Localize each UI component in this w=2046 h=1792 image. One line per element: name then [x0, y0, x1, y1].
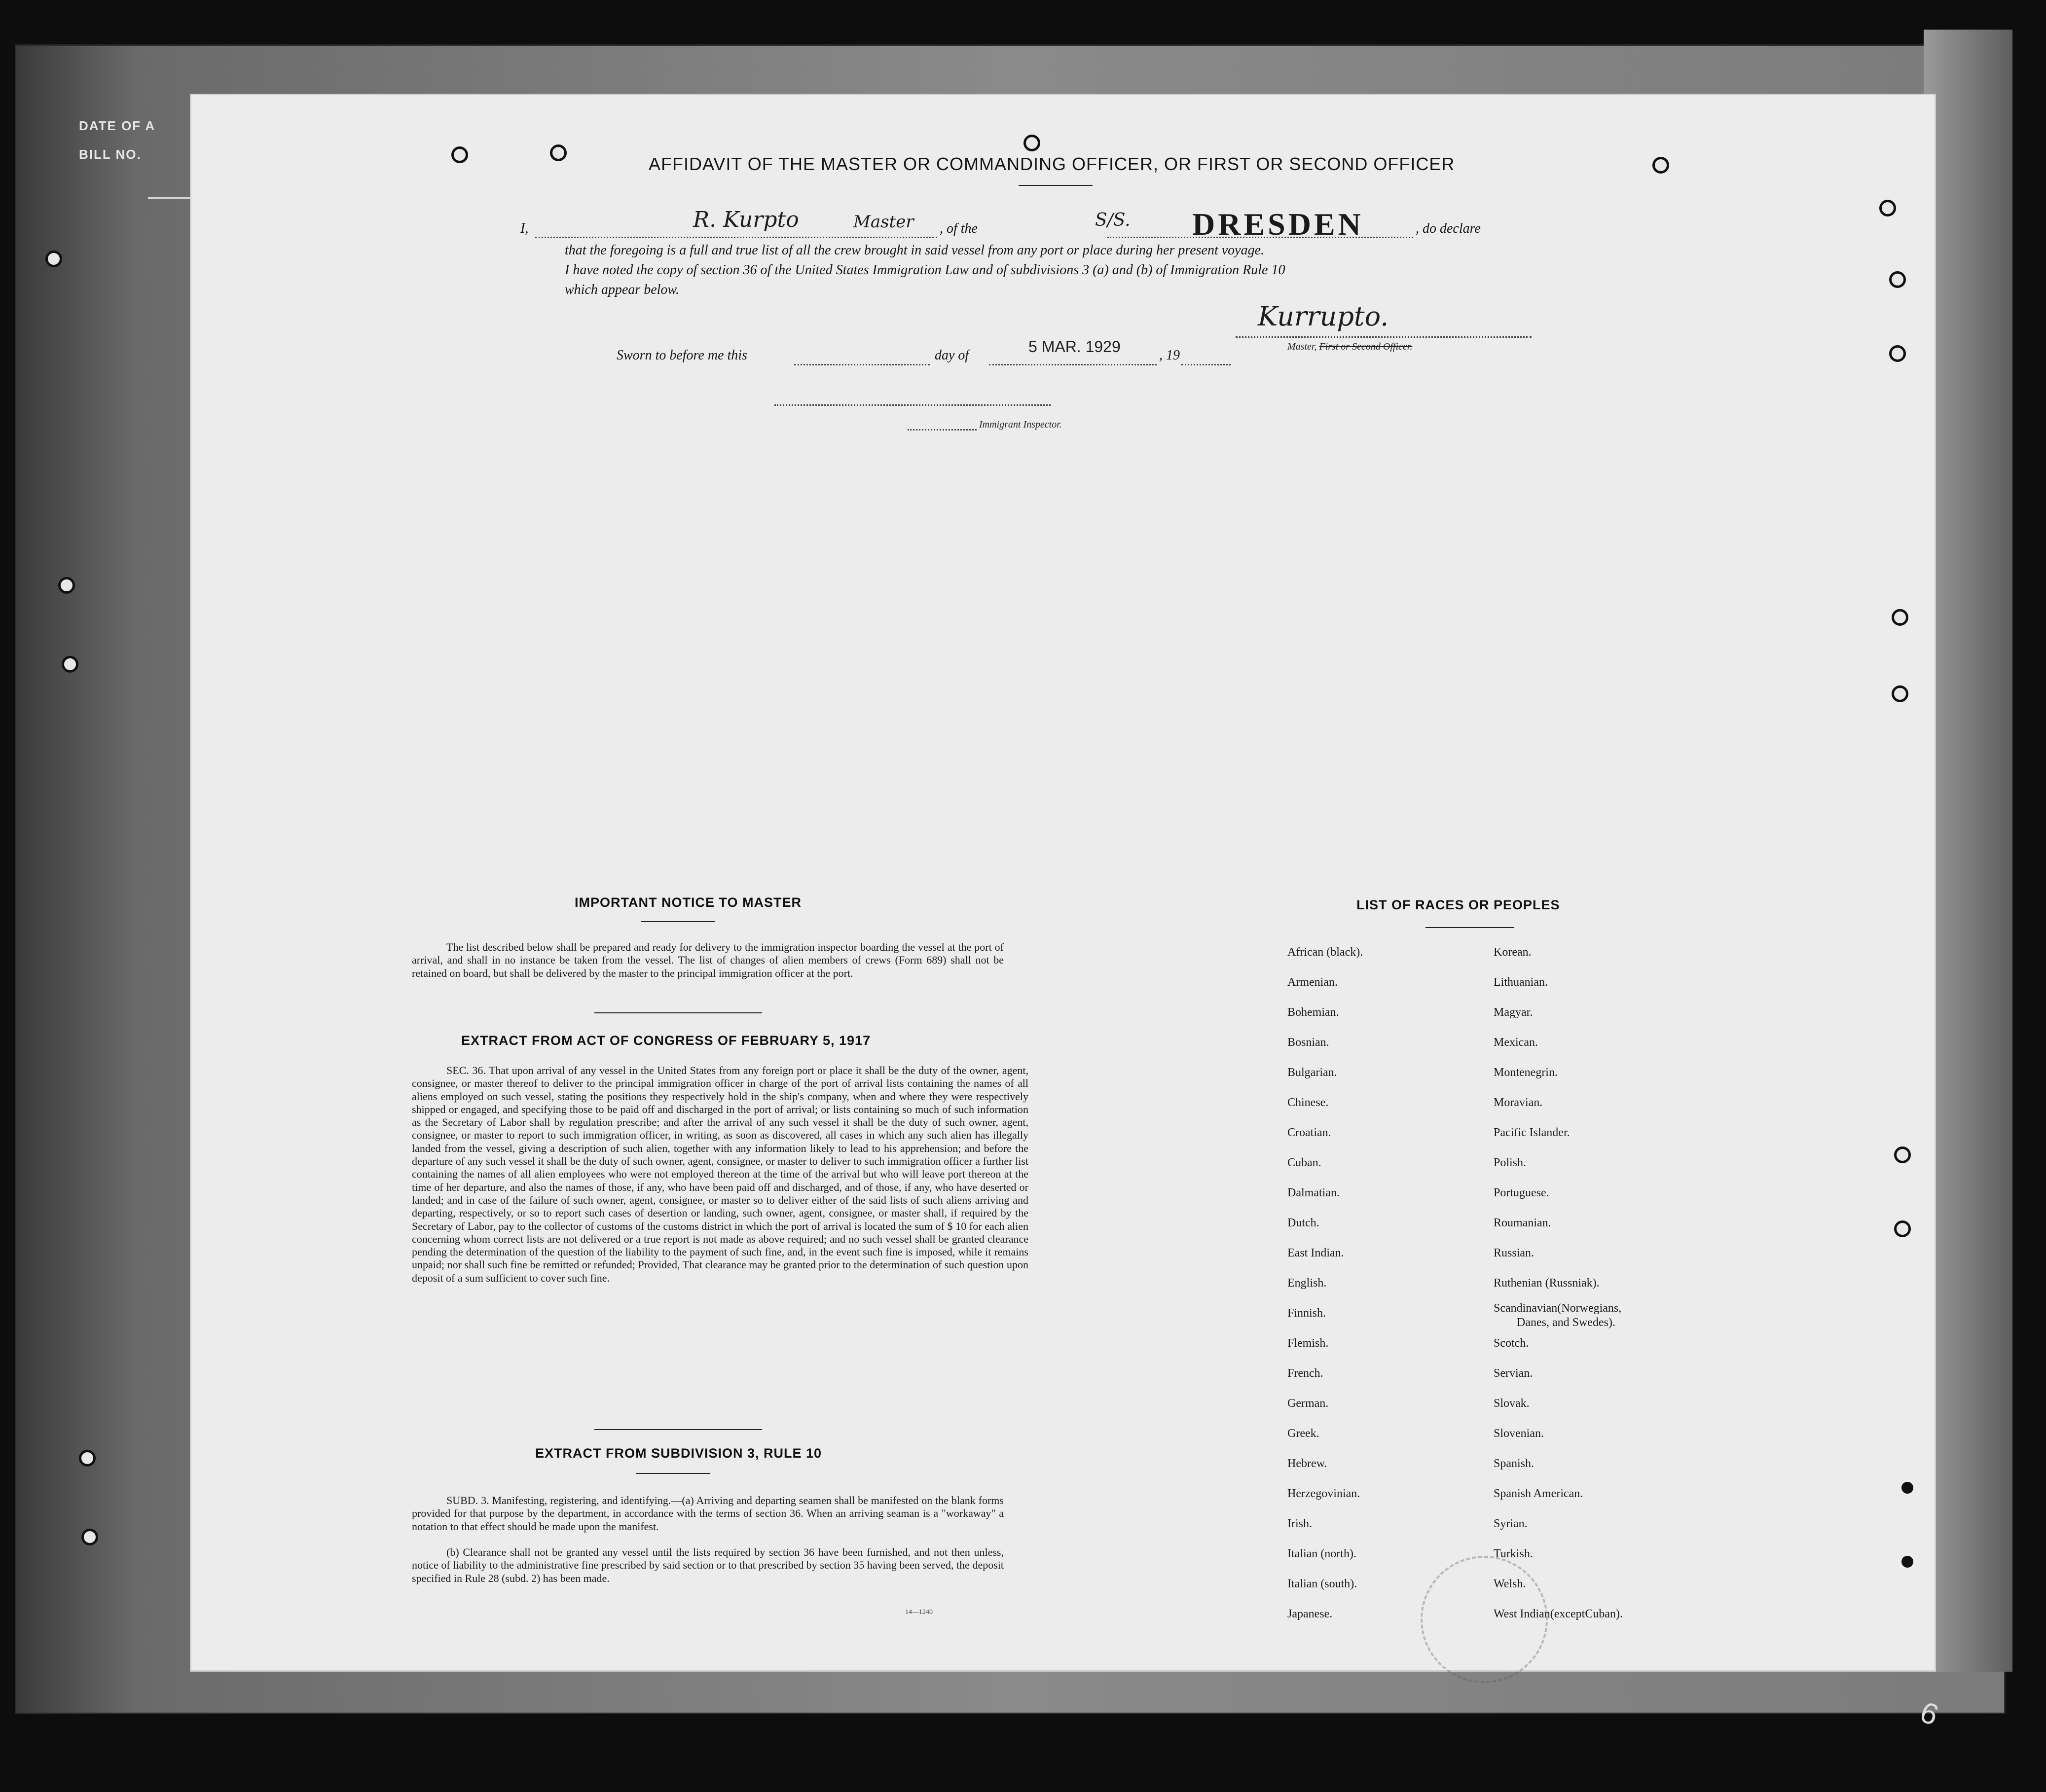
punch-hole-icon: [1892, 609, 1908, 626]
punch-hole-icon: [1894, 1220, 1911, 1237]
race-left-item: Herzegovinian.: [1287, 1487, 1360, 1500]
punch-hole-icon: [1892, 685, 1908, 702]
master-name-handwritten: R. Kurpto: [693, 207, 799, 232]
binder-hole-icon: [62, 656, 78, 673]
inspector-dots: [908, 429, 977, 430]
sworn-month-line: [989, 364, 1157, 365]
punch-hole-icon: [1899, 1479, 1916, 1496]
race-right-item: Mexican.: [1494, 1036, 1538, 1049]
race-right-item: Roumanian.: [1494, 1217, 1551, 1229]
signature-caption: [1287, 341, 1412, 353]
inspector-caption: Immigrant Inspector.: [979, 419, 1062, 430]
act-title: EXTRACT FROM ACT OF CONGRESS OF FEBRUARY 5, 1917: [461, 1033, 871, 1048]
race-left-item: Greek.: [1287, 1427, 1319, 1440]
race-right-item: Scotch.: [1494, 1337, 1529, 1350]
of-the-label: , of the: [940, 221, 978, 236]
race-left-item: African (black).: [1287, 946, 1363, 959]
background-label-date: DATE OF A: [79, 118, 156, 133]
races-underline: [1425, 927, 1514, 928]
affidavit-line-4: which appear below.: [565, 282, 680, 297]
race-left-item: Dalmatian.: [1287, 1186, 1340, 1199]
faint-seal-stamp: [1421, 1556, 1548, 1683]
rule-underline: [636, 1473, 710, 1474]
race-left-item: Italian (north).: [1287, 1547, 1356, 1560]
affidavit-line-2: that the foregoing is a full and true list of all the crew brought in said vessel from any port or place during her present voyage.: [565, 243, 1265, 258]
act-divider: [594, 1429, 762, 1430]
vessel-prefix-handwritten: S/S.: [1095, 210, 1131, 230]
race-right-item: Russian.: [1494, 1247, 1534, 1259]
page-number: 9: [1916, 1695, 1943, 1732]
binder-hole-icon: [81, 1529, 98, 1545]
affidavit-line-3: I have noted the copy of section 36 of the United States Immigration Law and of subdivisions 3 (a) and (b) of Immigration Rule 10: [565, 262, 1285, 278]
master-signature: Kurrupto.: [1258, 301, 1389, 332]
race-left-item: Japanese.: [1287, 1608, 1333, 1620]
race-right-item: Portuguese.: [1494, 1186, 1549, 1199]
notice-divider: [594, 1012, 762, 1013]
race-right-item: West Indian(exceptCuban).: [1494, 1608, 1623, 1620]
race-left-item: Croatian.: [1287, 1126, 1331, 1139]
form-number: 14—1240: [905, 1609, 933, 1616]
sworn-label: Sworn to before me this: [617, 348, 747, 363]
race-right-item: Ruthenian (Russniak).: [1494, 1277, 1600, 1290]
sworn-year-line: [1181, 364, 1231, 365]
race-right-item: Welsh.: [1494, 1577, 1526, 1590]
punch-hole-icon: [550, 144, 567, 161]
race-right-item: Scandinavian(Norwegians,: [1494, 1302, 1622, 1315]
year-prefix: , 19: [1159, 348, 1180, 363]
punch-hole-icon: [1889, 271, 1906, 288]
punch-hole-icon: [1894, 1147, 1911, 1163]
name-fill-line: [535, 237, 937, 238]
race-left-item: Bulgarian.: [1287, 1066, 1337, 1079]
manifest-page: [190, 94, 1936, 1672]
sworn-day-line: [794, 364, 930, 365]
race-left-item: Chinese.: [1287, 1096, 1329, 1109]
day-of-label: day of: [935, 348, 969, 363]
races-title: LIST OF RACES OR PEOPLES: [1356, 897, 1560, 912]
race-left-item: Bohemian.: [1287, 1006, 1339, 1019]
race-right-item: Magyar.: [1494, 1006, 1533, 1019]
race-left-item: Dutch.: [1287, 1217, 1319, 1229]
signature-caption-master: Master,: [1287, 341, 1319, 352]
punch-hole-icon: [1889, 345, 1906, 362]
background-sheet-edge: [1924, 30, 2012, 1672]
race-left-item: Hebrew.: [1287, 1457, 1327, 1470]
race-right-item: Korean.: [1494, 946, 1532, 959]
notice-title: IMPORTANT NOTICE TO MASTER: [575, 895, 802, 910]
race-left-item: English.: [1287, 1277, 1327, 1290]
act-body: SEC. 36. That upon arrival of any vessel in the United States from any foreign port or place it shall be the duty of the owner, agent, consignee, or master thereof to deliver to the principal immigration officer in charge of the port of arrival lists containing the names of all aliens employed on such vessel, stating the positions they respectively hold in the ship's company, when and where they were respectively shipped or engaged, and specifying those to be paid off and discharged in the port of arrival; or lists containing so much of such information as the Secretary of Labor shall by regulation prescribe; and after the arrival of any such vessel it shall be the duty of such owner, agent, consignee, or master to report to such immigration officer, in writing, as soon as discovered, all cases in which any such alien has illegally landed from the vessel, giving a description of such alien, together with any information likely to lead to his apprehension; and before the departure of any such vessel it shall be the duty of such owner, agent, consignee, or master to deliver to such immigration officer a further list containing the names of all alien employees who were not employed thereon at the time of the arrival but who will leave port thereon at the time of her departure, and also the names of those, if any, who have been paid off and discharged, and of those, if any, who have deserted or landed; and in case of the failure of such owner, agent, consignee, or master so to deliver either of the said lists of such aliens arriving and departing, respectively, or so to report such cases of desertion or landing, such owner, agent, consignee, or master shall, if required by the Secretary of Labor, pay to the collector of customs of the customs district in which the port of arrival is located the sum of $ 10 for each alien concerning whom correct lists are not delivered or a true report is not made as above required; and no such vessel shall be granted clearance pending the determination of the question of the liability to the payment of such fine, and, in the event such fine is imposed, while it remains unpaid; nor shall such fine be remitted or refunded; Provided, That clearance may be granted prior to the determination of such question upon deposit of a sum sufficient to cover such fine.: [412, 1064, 1028, 1284]
vessel-name-stamp: DRESDEN: [1192, 207, 1364, 242]
title-underline: [1019, 185, 1093, 186]
binder-hole-icon: [79, 1450, 96, 1467]
race-left-item: Finnish.: [1287, 1307, 1326, 1320]
rule-body-b: (b) Clearance shall not be granted any vessel until the lists required by section 36 have been furnished, and not then unless, notice of liability to the administrative fine prescribed by said section or to that prescribed by section 35 having been served, the deposit specified in Rule 28 (subd. 2) has been made.: [412, 1546, 1004, 1584]
declare-label: , do declare: [1416, 221, 1481, 236]
race-left-item: Flemish.: [1287, 1337, 1329, 1350]
race-right-item: Spanish American.: [1494, 1487, 1583, 1500]
race-right-item: Lithuanian.: [1494, 976, 1548, 989]
punch-hole-icon: [1652, 157, 1669, 174]
binder-hole-icon: [58, 577, 75, 594]
race-right-item: Slovak.: [1494, 1397, 1530, 1410]
vessel-fill-line: [1107, 237, 1413, 238]
race-left-item: Cuban.: [1287, 1156, 1321, 1169]
date-stamp: 5 MAR. 1929: [1028, 338, 1121, 356]
race-right-item: Polish.: [1494, 1156, 1527, 1169]
rule-title: EXTRACT FROM SUBDIVISION 3, RULE 10: [535, 1446, 822, 1461]
race-left-item: Armenian.: [1287, 976, 1338, 989]
race-left-item: Irish.: [1287, 1517, 1312, 1530]
race-left-item: French.: [1287, 1367, 1323, 1380]
race-left-item: East Indian.: [1287, 1247, 1344, 1259]
signature-caption-struck: First or Second Officer.: [1319, 341, 1413, 352]
rule-body-a: SUBD. 3. Manifesting, registering, and identifying.—(a) Arriving and departing seamen shall be manifested on the blank forms provided for that purpose by the department, in accordance with the terms of section 36. When an arriving seaman is a "workaway" a notation to that effect should be made upon the manifest.: [412, 1494, 1004, 1533]
punch-hole-icon: [1023, 135, 1040, 151]
background-label-bill: BILL NO.: [79, 147, 142, 162]
master-title-handwritten: Master: [853, 212, 914, 232]
punch-hole-icon: [1899, 1553, 1916, 1570]
race-right-item: Pacific Islander.: [1494, 1126, 1570, 1139]
race-right-item: Syrian.: [1494, 1517, 1528, 1530]
race-right-item: Montenegrin.: [1494, 1066, 1558, 1079]
affidavit-prefix: I,: [520, 221, 529, 236]
race-right-item: Danes, and Swedes).: [1517, 1316, 1615, 1329]
notice-underline: [641, 921, 715, 922]
inspector-signature-line: [774, 404, 1051, 406]
notice-body: The list described below shall be prepared and ready for delivery to the immigration inspector boarding the vessel at the port of arrival, and shall in no instance be taken from the vessel. The list of changes of alien members of crews (Form 689) shall not be retained on board, but shall be delivered by the master to the principal immigration officer at the port.: [412, 941, 1004, 979]
signature-line: [1236, 336, 1532, 338]
race-right-item: Moravian.: [1494, 1096, 1543, 1109]
race-right-item: Spanish.: [1494, 1457, 1534, 1470]
race-right-item: Turkish.: [1494, 1547, 1533, 1560]
binder-hole-icon: [45, 251, 62, 267]
race-right-item: Slovenian.: [1494, 1427, 1544, 1440]
race-right-item: Servian.: [1494, 1367, 1533, 1380]
race-left-item: Italian (south).: [1287, 1577, 1357, 1590]
affidavit-title: AFFIDAVIT OF THE MASTER OR COMMANDING OFFICER, OR FIRST OR SECOND OFFICER: [649, 154, 1455, 174]
race-left-item: Bosnian.: [1287, 1036, 1329, 1049]
punch-hole-icon: [451, 146, 468, 163]
punch-hole-icon: [1879, 200, 1896, 216]
race-left-item: German.: [1287, 1397, 1329, 1410]
